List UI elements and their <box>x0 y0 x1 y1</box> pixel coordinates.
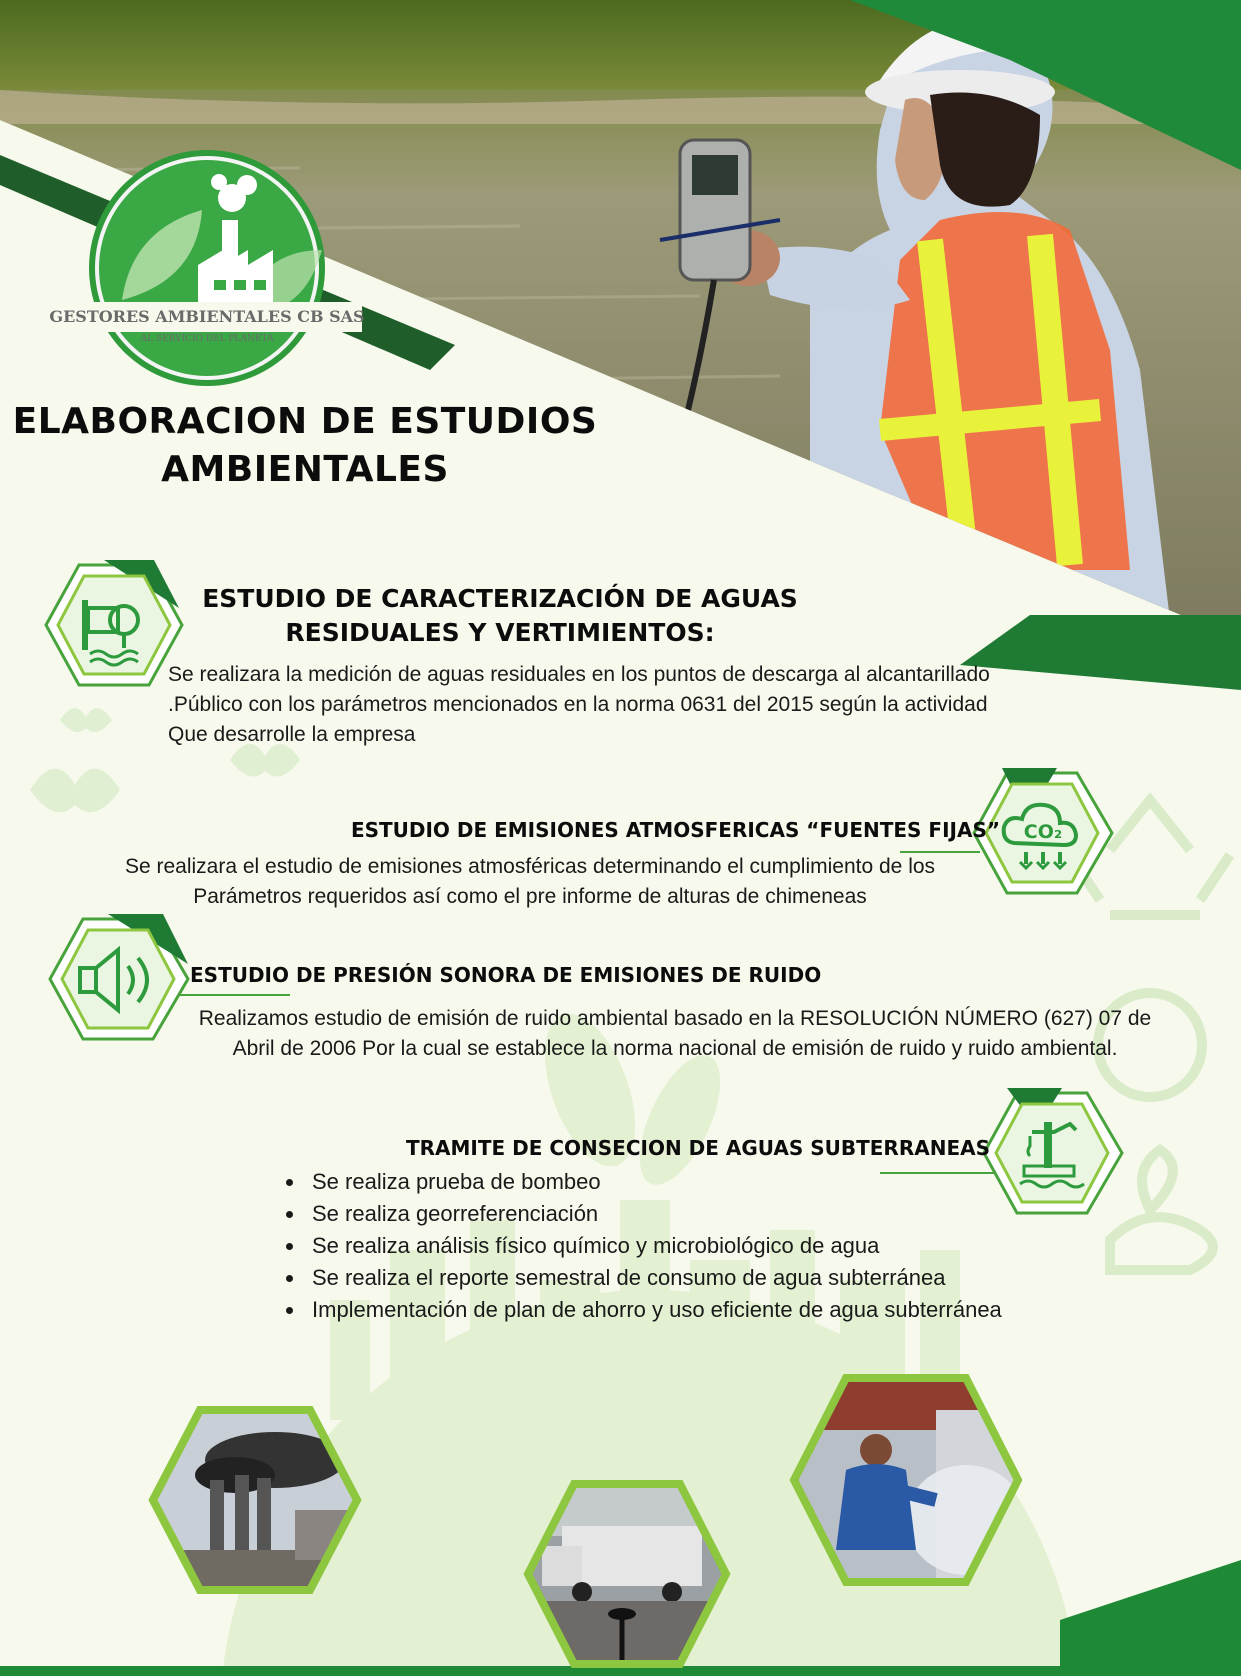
page-title <box>0 398 610 494</box>
section-2-line: Parámetros requeridos así como el pre informe de alturas de chimeneas <box>193 885 867 908</box>
section-1-line: .Público con los parámetros mencionados en la norma 0631 del 2015 según la actividad <box>168 693 988 716</box>
section-4-title: TRAMITE DE CONSECION DE AGUAS SUBTERRANEAS <box>405 1136 990 1160</box>
list-item: • Implementación de plan de ahorro y uso eficiente de agua subterránea <box>306 1294 1166 1326</box>
list-item: • Se realiza análisis físico químico y microbiológico de agua <box>306 1230 1166 1262</box>
section-1-title-line-2: RESIDUALES Y VERTIMIENTOS: <box>285 618 715 647</box>
section-1-title <box>150 582 850 650</box>
section-3-line: Realizamos estudio de emisión de ruido ambiental basado en la RESOLUCIÓN NÚMERO (627) 07 de <box>198 1007 1152 1030</box>
section-2-title: ESTUDIO DE EMISIONES ATMOSFERICAS “FUENTES FIJAS” <box>350 818 1000 842</box>
section-3-line: Abril de 2006 Por la cual se establece la norma nacional de emisión de ruido y ruido ambiental. <box>232 1037 1118 1060</box>
section-3-body <box>150 1004 1200 1064</box>
section-1-title-line-1: ESTUDIO DE CARACTERIZACIÓN DE AGUAS <box>202 584 798 613</box>
section-3-accent-line <box>180 992 300 998</box>
section-1-body <box>168 660 1088 750</box>
section-4-bullet-list <box>270 1166 1166 1326</box>
company-logo <box>49 150 365 390</box>
photo-technician-sampling <box>786 1370 1026 1590</box>
list-item: • Se realiza prueba de bombeo <box>306 1166 1166 1198</box>
section-2-line: Se realizara el estudio de emisiones atmosféricas determinando el cumplimiento de los <box>124 855 936 878</box>
section-1-line: Se realizara la medición de aguas residuales en los puntos de descarga al alcantarillado <box>168 663 990 686</box>
section-1-line: Que desarrolle la empresa <box>168 723 416 746</box>
title-line-2: AMBIENTALES <box>161 449 449 490</box>
co2-label: CO₂ <box>1023 821 1063 843</box>
section-3-title: ESTUDIO DE PRESIÓN SONORA DE EMISIONES DE RUIDO <box>190 963 822 987</box>
brand-tagline: AL SERVICIO DEL PLANETA <box>140 334 274 344</box>
photo-industrial-smoke-stacks <box>145 1400 365 1600</box>
title-line-1: ELABORACION DE ESTUDIOS <box>12 401 598 442</box>
list-item: • Se realiza georreferenciación <box>306 1198 1166 1230</box>
section-2-body <box>60 852 1000 912</box>
photo-noise-monitor-street <box>522 1476 732 1671</box>
brand-name: GESTORES AMBIENTALES CB SAS <box>49 307 365 326</box>
list-item: • Se realiza el reporte semestral de consumo de agua subterránea <box>306 1262 1166 1294</box>
